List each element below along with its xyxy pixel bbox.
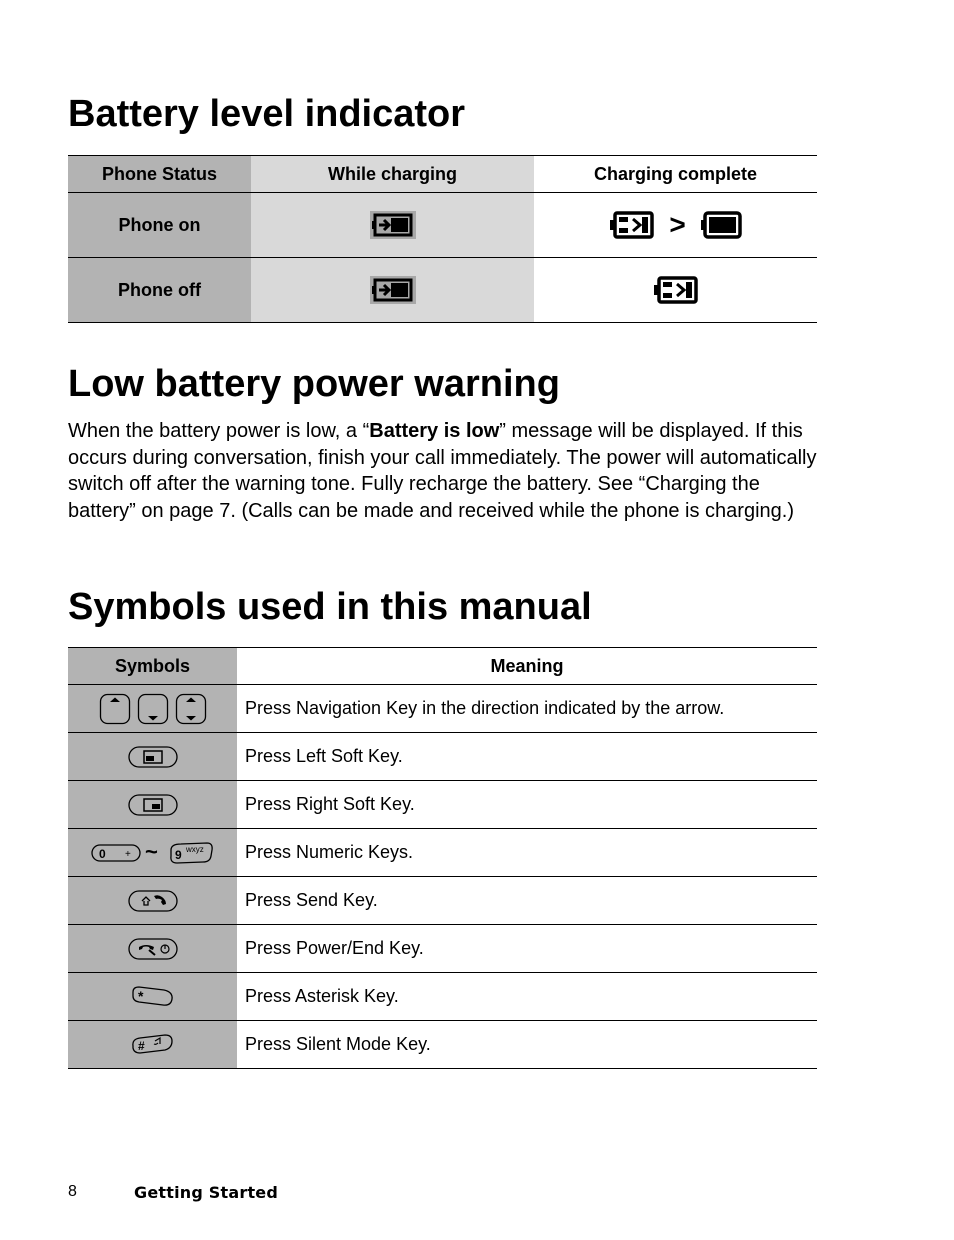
header-charging-complete: Charging complete <box>534 156 817 193</box>
hash-glyph: # <box>137 1038 145 1053</box>
table-row <box>68 193 817 258</box>
page-number: 8 <box>68 1183 77 1200</box>
table-header-row <box>68 648 817 685</box>
range-tilde: ~ <box>144 839 158 864</box>
symbol-meaning: Press Numeric Keys. <box>237 829 817 877</box>
symbol-meaning: Press Right Soft Key. <box>237 781 817 829</box>
left-soft-key-icon <box>128 746 178 768</box>
symbol-meaning: Press Power/End Key. <box>237 925 817 973</box>
navigation-keys-icon <box>99 693 207 725</box>
table-row <box>68 973 817 1021</box>
status-phone-off: Phone off <box>68 258 251 323</box>
symbol-meaning: Press Send Key. <box>237 877 817 925</box>
power-end-key-icon <box>128 938 178 960</box>
numeric-keys-icon <box>91 840 215 866</box>
footer-section-title: Getting Started <box>134 1183 278 1202</box>
symbol-cell <box>68 925 237 973</box>
symbol-meaning: Press Silent Mode Key. <box>237 1021 817 1069</box>
table-row <box>68 877 817 925</box>
charging-cell <box>251 258 534 323</box>
complete-cell <box>534 258 817 323</box>
low-battery-heading: Low battery power warning <box>68 363 560 405</box>
symbol-meaning: Press Left Soft Key. <box>237 733 817 781</box>
header-meaning: Meaning <box>237 648 817 685</box>
arrow-separator: > <box>669 209 686 240</box>
symbol-cell <box>68 973 237 1021</box>
battery-level-heading: Battery level indicator <box>68 93 466 135</box>
table-row <box>68 925 817 973</box>
complete-cell <box>534 193 817 258</box>
battery-full-icon <box>700 210 742 240</box>
battery-charging-icon <box>369 275 417 305</box>
key-start-sub-label: + <box>124 848 131 860</box>
header-phone-status: Phone Status <box>68 156 251 193</box>
asterisk-glyph: * <box>137 987 143 1004</box>
symbol-meaning: Press Asterisk Key. <box>237 973 817 1021</box>
table-row <box>68 781 817 829</box>
battery-partial-icon <box>609 210 655 240</box>
paragraph-text: ” message will be displayed. If this occurs during conversation, finish your call immediately. The power will automatically switch off after the warning tone. Fully recharge the battery. See “Charging the battery” on page 7. (Calls can be made and received while the phone is charging.) <box>68 420 817 522</box>
status-phone-on: Phone on <box>68 193 251 258</box>
asterisk-key-icon <box>130 984 176 1010</box>
header-symbols: Symbols <box>68 648 237 685</box>
table-row <box>68 685 817 733</box>
symbols-heading: Symbols used in this manual <box>68 586 592 628</box>
symbol-cell <box>68 733 237 781</box>
paragraph-text: When the battery power is low, a “ <box>68 420 370 442</box>
send-key-icon <box>128 890 178 912</box>
table-header-row <box>68 156 817 193</box>
silent-mode-key-icon <box>130 1032 176 1058</box>
symbols-table <box>68 647 817 1069</box>
key-start-label: 0 <box>98 846 106 861</box>
table-row <box>68 1021 817 1069</box>
battery-is-low-message: Battery is low <box>369 420 500 442</box>
symbol-cell <box>68 877 237 925</box>
symbol-cell <box>68 685 237 733</box>
table-row <box>68 733 817 781</box>
symbol-cell <box>68 1021 237 1069</box>
right-soft-key-icon <box>128 794 178 816</box>
symbol-meaning: Press Navigation Key in the direction indicated by the arrow. <box>237 685 817 733</box>
key-end-label: 9 <box>174 847 182 862</box>
key-end-sub-label: wxyz <box>185 844 204 854</box>
header-while-charging: While charging <box>251 156 534 193</box>
symbol-cell <box>68 781 237 829</box>
battery-level-table <box>68 155 817 323</box>
symbol-cell <box>68 829 237 877</box>
charging-cell <box>251 193 534 258</box>
table-row <box>68 829 817 877</box>
low-battery-paragraph <box>68 418 828 524</box>
table-row <box>68 258 817 323</box>
battery-charging-icon <box>369 210 417 240</box>
battery-partial-icon <box>653 275 699 305</box>
